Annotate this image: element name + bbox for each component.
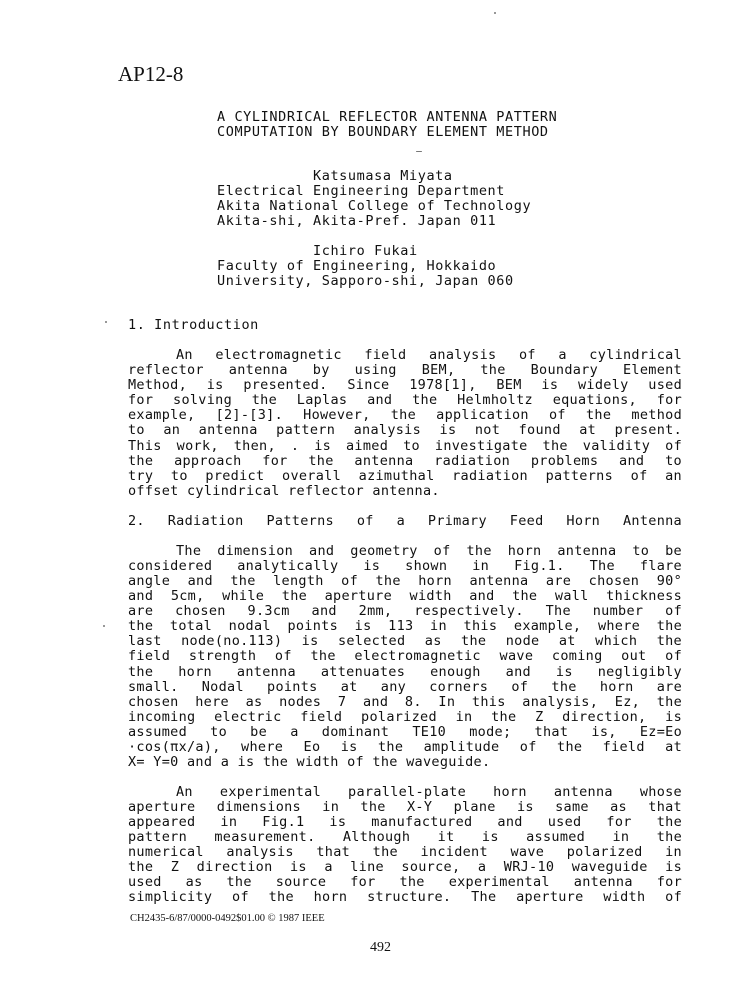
author-1-affiliation-line: Electrical Engineering Department: [217, 183, 506, 199]
body-line: the total nodal points is 113 in this example, where the: [128, 618, 682, 634]
body-line: field strength of the electromagnetic wave coming out of: [128, 648, 682, 664]
body-line: simplicity of the horn structure. The aperture width of: [128, 889, 682, 905]
body-line: An electromagnetic field analysis of a cylindrical: [176, 347, 682, 363]
author-2-affiliation-line: University, Sapporo-shi, Japan 060: [217, 273, 514, 289]
body-line: try to predict overall azimuthal radiation patterns of an: [128, 468, 682, 484]
body-line: pattern measurement. Although it is assumed in the: [128, 829, 682, 845]
author-1-affiliation-line: Akita-shi, Akita-Pref. Japan 011: [217, 213, 497, 229]
body-line: the horn antenna attenuates enough and is negligibly: [128, 664, 682, 680]
title-line-2: COMPUTATION BY BOUNDARY ELEMENT METHOD: [217, 124, 549, 140]
body-line: This work, then, . is aimed to investigate the validity of: [128, 438, 682, 454]
title-line-1: A CYLINDRICAL REFLECTOR ANTENNA PATTERN: [217, 109, 558, 125]
footer-copyright: CH2435-6/87/0000-0492$01.00 © 1987 IEEE: [130, 913, 325, 924]
body-line: are chosen 9.3cm and 2mm, respectively. The number of: [128, 603, 682, 619]
body-line: used as the source for the experimental antenna for: [128, 874, 682, 890]
body-line: for solving the Laplas and the Helmholtz equations, for: [128, 392, 682, 408]
body-line: the Z direction is a line source, a WRJ-10 waveguide is: [128, 859, 682, 875]
body-line: chosen here as nodes 7 and 8. In this analysis, Ez, the: [128, 694, 682, 710]
page-number: 492: [370, 940, 391, 955]
body-line: reflector antenna by using BEM, the Boundary Element: [128, 362, 682, 378]
section-2-heading: 2. Radiation Patterns of a Primary Feed Horn Antenna: [128, 513, 682, 529]
body-line: The dimension and geometry of the horn antenna to be: [176, 543, 682, 559]
body-line: to an antenna pattern analysis is not found at present.: [128, 422, 682, 438]
body-line: and 5cm, while the aperture width and the wall thickness: [128, 588, 682, 604]
body-line: X= Y=0 and a is the width of the waveguide.: [128, 754, 491, 770]
body-line: considered analytically is shown in Fig.1. The flare: [128, 558, 682, 574]
body-line: small. Nodal points at any corners of the horn are: [128, 679, 682, 695]
body-line: the approach for the antenna radiation problems and to: [128, 453, 682, 469]
body-line: Method, is presented. Since 1978[1], BEM is widely used: [128, 377, 682, 393]
scan-speck: [494, 12, 496, 14]
body-line: offset cylindrical reflector antenna.: [128, 483, 440, 499]
body-line: angle and the length of the horn antenna are chosen 90°: [128, 573, 682, 589]
body-line: example, [2]-[3]. However, the application of the method: [128, 407, 682, 423]
paper-code: AP12-8: [118, 62, 184, 86]
body-line: assumed to be a dominant TE10 mode; that is, Ez=Eo: [128, 724, 682, 740]
body-line: aperture dimensions in the X-Y plane is same as that: [128, 799, 682, 815]
body-line: ·cos(πx/a), where Eo is the amplitude of the field at: [128, 739, 682, 755]
body-line: incoming electric field polarized in the Z direction, is: [128, 709, 682, 725]
body-line: appeared in Fig.1 is manufactured and used for the: [128, 814, 682, 830]
scan-speck: [103, 625, 105, 627]
body-line: An experimental parallel-plate horn antenna whose: [176, 784, 682, 800]
author-1-affiliation-line: Akita National College of Technology: [217, 198, 532, 214]
author-2-name: Ichiro Fukai: [313, 243, 418, 259]
scan-speck: [105, 321, 107, 323]
author-1-name: Katsumasa Miyata: [313, 168, 453, 184]
section-1-heading: 1. Introduction: [128, 317, 259, 333]
scan-speck: [416, 151, 422, 152]
body-line: last node(no.113) is selected as the node at which the: [128, 633, 682, 649]
body-line: numerical analysis that the incident wave polarized in: [128, 844, 682, 860]
author-2-affiliation-line: Faculty of Engineering, Hokkaido: [217, 258, 497, 274]
